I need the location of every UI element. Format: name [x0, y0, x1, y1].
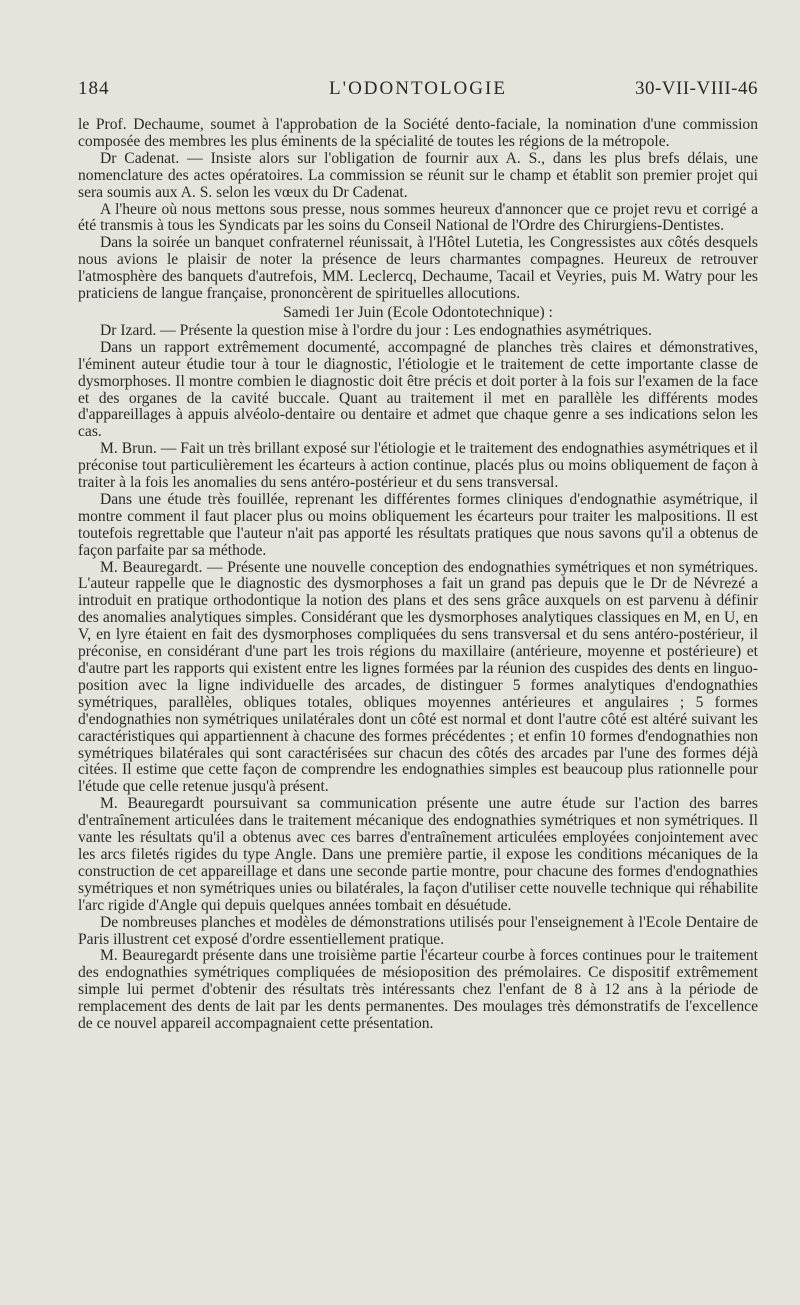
paragraph: M. Beauregardt poursuivant sa communication présente une autre étude sur l'action des barres d'entraînement articulées dans le traitement mécanique des endognathies symétriques et non symétriques. Il vante les résultats qu'il a obtenus avec ces barres d'entraînement articulées employées conjointement avec les arcs filetés rigides du type Angle. Dans une première partie, il expose les conditions mécaniques de la construction de cet appareillage et dans une seconde partie montre, pour chacune des formes d'endognathies symétriques et non symétriques unies ou bilatérales, la façon d'utiliser cette nouvelle technique qui réhabilite l'arc rigide d'Angle qui depuis quelques années tombait en désuétude.: [78, 795, 758, 914]
section-heading: Samedi 1er Juin (Ecole Odontotechnique) :: [283, 303, 553, 321]
paragraph: A l'heure où nous mettons sous presse, nous sommes heureux d'annoncer que ce projet revu et corrigé a été transmis à tous les Syndicats par les soins du Conseil National de l'Ordre des Chirurgiens-Dentistes.: [78, 200, 758, 235]
paragraph: Dans la soirée un banquet confraternel réunissait, à l'Hôtel Lutetia, les Congressistes aux côtés desquels nous avions le plaisir de noter la présence de leurs charmantes compagnes. Heureux de retrouver l'atmosphère des banquets d'autrefois, MM. Leclercq, Dechaume, Tacail et Veyries, puis M. Watry pour les praticiens de langue française, prononcèrent de spirituelles allocutions.: [78, 234, 758, 303]
paragraph: le Prof. Dechaume, soumet à l'approbation de la Société dento-faciale, la nomination d'une commission composée des membres les plus éminents de la spécialité de toutes les régions de la métropole.: [78, 116, 758, 150]
page-number: 184: [78, 78, 110, 99]
paragraph: M. Beauregardt présente dans une troisième partie l'écarteur courbe à forces continues pour le traitement des endognathies symétriques compliquées de mésioposition des prémolaires. Ce dispositif extrêmement simple lui permet d'obtenir des résultats très intéressants chez l'enfant de 8 à 12 ans à la période de remplacement des dents de lait par les dents permanentes. Des moulages très démonstratifs de l'excellence de ce nouvel appareil accompagnaient cette présentation.: [78, 947, 758, 1033]
paragraph: De nombreuses planches et modèles de démonstrations utilisés pour l'enseignement à l'Ecole Dentaire de Paris illustrent cet exposé d'ordre essentiellement pratique.: [78, 913, 758, 948]
journal-title: L'ODONTOLOGIE: [329, 78, 507, 99]
paragraph: M. Brun. — Fait un très brillant exposé sur l'étiologie et le traitement des endognathies asymétriques et il préconise tout particulièrement les écarteurs à action continue, placés plus ou moins obliquement de façon à traiter à la fois les anomalies du sens antéro-postérieur et du sens transversal.: [78, 440, 758, 492]
paragraph: Dans un rapport extrêmement documenté, accompagné de planches très claires et démonstratives, l'éminent auteur étudie tour à tour le diagnostic, l'étiologie et le traitement de cette importante classe de dysmorphoses. Il montre combien le diagnostic doit être précis et doit porter à la fois sur l'examen de la face et des organes de la cavité buccale. Quant au traitement il met en parallèle les différents modes d'appareillages à appuis alvéolo-dentaire ou dentaire et admet que chaque genre a ses indications selon les cas.: [78, 338, 758, 441]
paragraph: Dr Izard. — Présente la question mise à l'ordre du jour : Les endognathies asymétriques.: [100, 321, 652, 339]
article-body: [78, 117, 758, 1033]
issue-date: 30-VII-VIII-46: [634, 78, 758, 99]
paragraph: Dr Cadenat. — Insiste alors sur l'obligation de fournir aux A. S., dans les plus brefs délais, une nomenclature des actes opératoires. La commission se réunit sur le champ et établit son premier projet qui sera soumis aux A. S. selon les vœux du Dr Cadenat.: [78, 149, 758, 201]
paragraph: Dans une étude très fouillée, reprenant les différentes formes cliniques d'endognathie asymétrique, il montre comment il faut placer plus ou moins obliquement les écarteurs pour traiter les malpositions. Il est toutefois regrettable que l'auteur n'ait pas apporté les résultats pratiques que nous savons qu'il a obtenus de façon parfaite par sa méthode.: [78, 490, 758, 559]
paragraph: M. Beauregardt. — Présente une nouvelle conception des endognathies symétriques et non symétriques. L'auteur rappelle que le diagnostic des dysmorphoses a fait un grand pas depuis que le Dr de Névrezé a introduit en pratique orthodontique la notion des plans et des sens grâce auxquels on est parvenu à définir des anomalies analytiques simples. Considérant que les dysmorphoses analytiques classiques en M, en U, en V, en lyre étaient en fait des dysmorphoses compliquées du sens transversal et du sens antéro-postérieur, il préconise, en considérant d'une part les trois régions du maxillaire (antérieure, moyenne et postérieure) et d'autre part les rapports qui existent entre les lignes formées par la réunion des cuspides des dents en linguo-position avec la ligne individuelle des arcades, de distinguer 5 formes analytiques d'endognathies symétriques, parallèles, obliques totales, obliques moyennes antérieures et angulaires ; 5 formes d'endognathies non symétriques unilatérales dont un côté est normal et dont l'autre côté est altéré suivant les caractéristiques qui appartiennent à chacune des formes précédentes ; et enfin 10 formes d'endognathies non symétriques bilatérales qui sont caractérisées sur chacun des côtés des arcades par l'une des formes déjà citées. Il estime que cette façon de comprendre les endognathies simples est beaucoup plus rationnelle pour l'étude que celle retenue jusqu'à présent.: [78, 558, 758, 796]
